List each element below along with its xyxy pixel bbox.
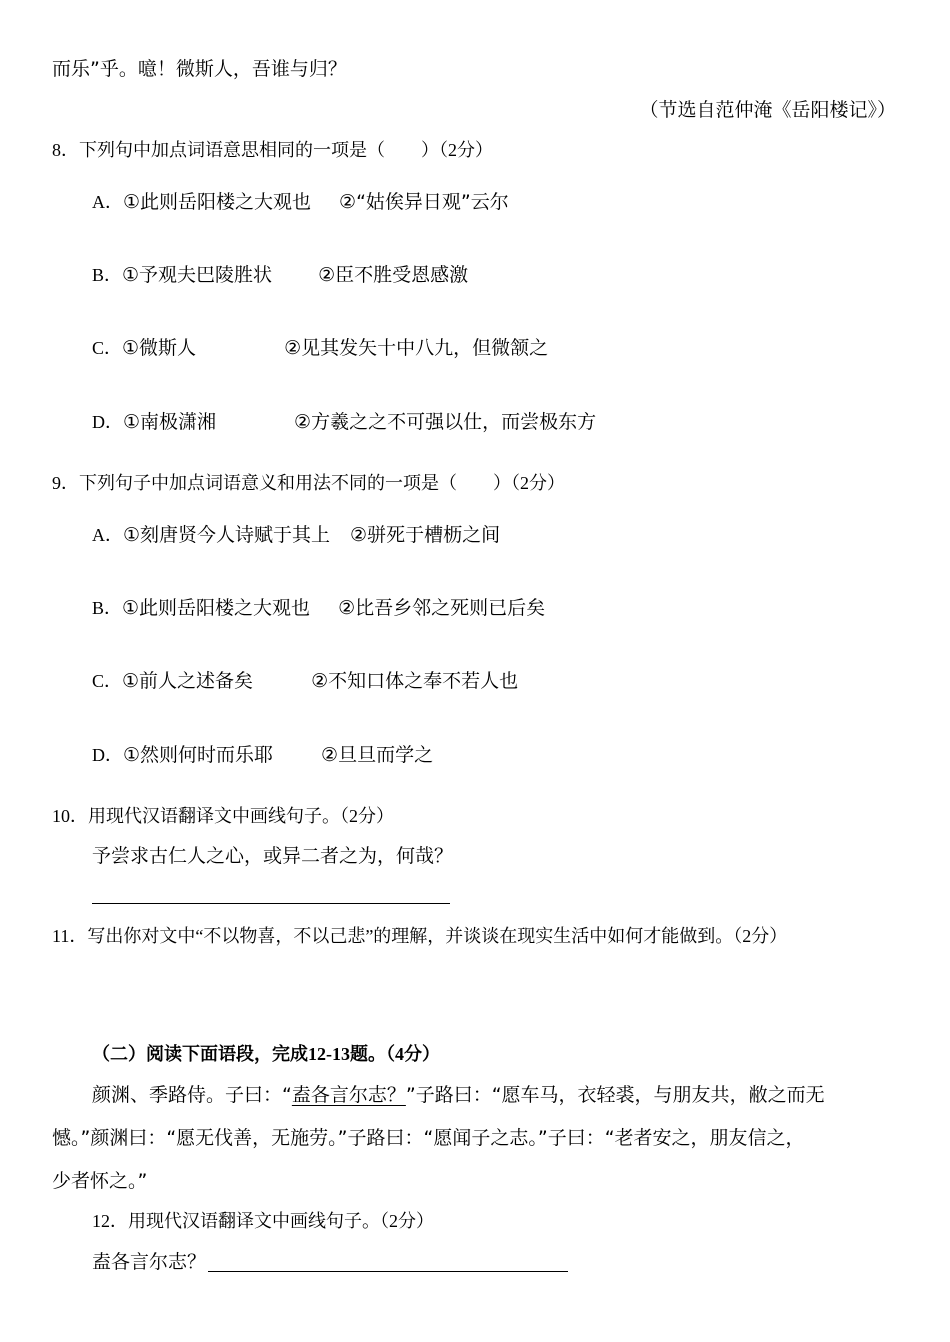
option-part-1: ①予观夫巴陵胜状 [122,264,273,286]
option-letter: D． [92,745,123,765]
q8-option-b[interactable] [92,266,468,285]
question-9-stem: 9．下列句子中加点词语意义和用法不同的一项是（ ）（2分） [52,473,565,493]
option-letter: C． [92,338,123,358]
option-letter: B． [92,598,123,618]
option-letter: C． [92,671,123,691]
q12-prompt: 盍各言尔志？ [92,1251,207,1273]
q8-option-d[interactable] [92,413,596,432]
q9-option-c[interactable] [92,672,518,691]
section-2-paragraph-line-1 [92,1086,825,1105]
q10-answer-line[interactable] [92,903,450,904]
q12-answer-row [92,1253,568,1272]
q9-option-b[interactable] [92,599,545,618]
option-part-1: ①此则岳阳楼之大观也 [122,597,311,619]
passage-tail: 而乐”乎。噫！微斯人，吾谁与归？ [52,58,347,80]
option-part-2: ②不知口体之奉不若人也 [311,670,519,692]
question-11-stem: 11．写出你对文中“不以物喜，不以己悲”的理解，并谈谈在现实生活中如何才能做到。（2分） [52,926,788,946]
option-part-2: ②“姑俟异日观”云尔 [339,191,509,213]
section-2-paragraph-line-3: 少者怀之。” [52,1170,148,1192]
q12-answer-line[interactable] [208,1253,568,1272]
section-2-heading: （二）阅读下面语段，完成12-13题。（4分） [92,1044,440,1064]
option-part-1: ①南极潇湘 [123,411,217,433]
question-12-stem: 12．用现代汉语翻译文中画线句子。（2分） [92,1211,434,1231]
passage-source: （节选自范仲淹《岳阳楼记》） [639,99,896,121]
section-2-paragraph-line-2: 憾。”颜渊曰：“愿无伐善，无施劳。”子路曰：“愿闻子之志。”子曰：“老者安之，朋友信之， [52,1127,805,1149]
underlined-sentence: 盍各言尔志？ [291,1084,406,1106]
option-part-2: ②旦旦而学之 [321,744,434,766]
option-part-2: ②臣不胜受恩感激 [318,264,469,286]
q8-option-c[interactable] [92,339,548,358]
option-part-1: ①然则何时而乐耶 [123,744,274,766]
option-letter: D． [92,412,123,432]
option-part-1: ①前人之述备矣 [122,670,254,692]
para-text: 颜渊、季路侍。子曰：“ [92,1084,292,1106]
q9-option-d[interactable] [92,746,433,765]
option-part-1: ①刻唐贤今人诗赋于其上 [123,524,331,546]
option-part-1: ①微斯人 [122,337,197,359]
para-text: ”子路曰：“愿车马，衣轻裘，与朋友共，敝之而无 [405,1084,825,1106]
q9-option-a[interactable] [92,526,500,545]
option-part-2: ②比吾乡邻之死则已后矣 [338,597,546,619]
option-letter: A． [92,525,123,545]
option-part-2: ②见其发矢十中八九，但微颔之 [284,337,549,359]
q8-option-a[interactable] [92,193,509,212]
question-10-stem: 10．用现代汉语翻译文中画线句子。（2分） [52,806,394,826]
option-part-2: ②骈死于槽枥之间 [350,524,501,546]
option-part-2: ②方羲之之不可强以仕，而尝极东方 [294,411,597,433]
option-part-1: ①此则岳阳楼之大观也 [123,191,312,213]
option-letter: A． [92,192,123,212]
option-letter: B． [92,265,123,285]
q10-sentence: 予尝求古仁人之心，或异二者之为，何哉？ [92,845,454,867]
question-8-stem: 8．下列句中加点词语意思相同的一项是（ ）（2分） [52,140,493,160]
